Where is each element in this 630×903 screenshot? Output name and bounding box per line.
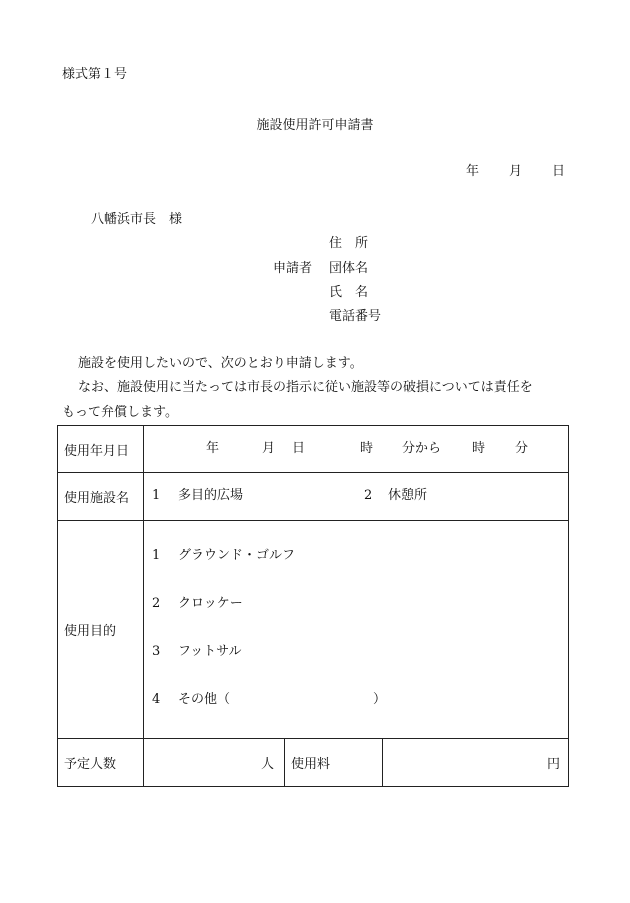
facility-row-label: 使用施設名 xyxy=(58,473,144,521)
purpose-option-4-number: 4 xyxy=(152,692,161,707)
body-text-line-2: なお、施設使用に当たっては市長の指示に従い施設等の破損については責任を xyxy=(78,380,533,395)
fee-unit: 円 xyxy=(547,757,561,772)
date-year: 年 xyxy=(466,164,480,179)
addressee: 八幡浜市長 様 xyxy=(91,212,183,227)
date-row-year: 年 xyxy=(206,441,220,456)
applicant-name-label: 氏 名 xyxy=(329,285,369,300)
applicant-group-label: 団体名 xyxy=(329,261,369,276)
applicant-heading: 申請者 xyxy=(273,261,313,276)
document-title: 施設使用許可申請書 xyxy=(256,118,374,133)
date-row-minute-from: 分から xyxy=(402,441,442,456)
applicant-address-label: 住 所 xyxy=(329,236,369,251)
table-row-purpose xyxy=(58,521,569,739)
purpose-option-2-text: クロッケー xyxy=(178,596,243,611)
date-day: 日 xyxy=(552,164,566,179)
body-text-line-1: 施設を使用したいので、次のとおり申請します。 xyxy=(78,356,363,371)
date-row-hour-from: 時 xyxy=(360,441,374,456)
body-text-line-3: もって弁償します。 xyxy=(62,405,178,420)
purpose-option-2 xyxy=(152,596,243,612)
people-count-value[interactable] xyxy=(144,739,285,787)
facility-option-2-number: 2 xyxy=(364,488,373,503)
purpose-option-2-number: 2 xyxy=(152,596,161,611)
table-row-date xyxy=(58,426,569,473)
date-month: 月 xyxy=(509,164,523,179)
date-row-value[interactable] xyxy=(144,426,569,473)
purpose-option-3-text: フットサル xyxy=(178,644,242,659)
purpose-option-1-number: 1 xyxy=(152,548,161,563)
purpose-option-4 xyxy=(152,692,386,708)
purpose-row-label: 使用目的 xyxy=(58,521,144,739)
purpose-option-1-text: グラウンド・ゴルフ xyxy=(178,548,296,563)
date-row-minute-to: 分 xyxy=(515,441,529,456)
date-row-hour-to: 時 xyxy=(472,441,486,456)
date-row-label: 使用年月日 xyxy=(58,426,144,473)
people-row-label: 予定人数 xyxy=(58,739,144,787)
applicant-phone-label: 電話番号 xyxy=(329,309,382,324)
date-row-day: 日 xyxy=(292,441,306,456)
purpose-option-3 xyxy=(152,644,241,660)
facility-option-1: 多目的広場 xyxy=(178,488,244,503)
facility-option-2: 休憩所 xyxy=(388,488,428,503)
fee-value[interactable] xyxy=(383,739,569,787)
facility-option-1-number: 1 xyxy=(152,488,161,503)
purpose-option-4-text: その他（ ） xyxy=(178,692,387,707)
table-row-facility xyxy=(58,473,569,521)
people-unit: 人 xyxy=(260,757,274,772)
purpose-option-3-number: 3 xyxy=(152,644,161,659)
date-row-month: 月 xyxy=(262,441,276,456)
purpose-option-1 xyxy=(152,548,295,564)
purpose-row-value[interactable] xyxy=(144,521,569,739)
application-date xyxy=(466,164,565,180)
table-row-people xyxy=(58,739,569,787)
form-number: 様式第１号 xyxy=(62,67,128,82)
facility-row-value[interactable] xyxy=(144,473,569,521)
usage-details-table xyxy=(57,425,569,787)
fee-label: 使用料 xyxy=(285,739,383,787)
